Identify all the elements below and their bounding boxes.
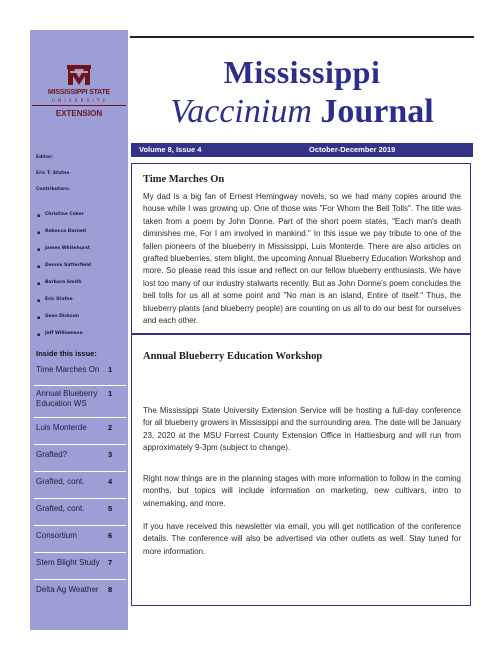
bullet-icon: ▪ — [37, 264, 41, 270]
toc-item[interactable] — [34, 471, 126, 499]
list-item: ▪ Eric Stafne — [37, 297, 73, 304]
logo-name: MISSISSIPPI STATE — [47, 89, 111, 96]
toc-item-page: 5 — [108, 504, 113, 513]
bullet-icon: ▪ — [37, 281, 41, 287]
toc-item-title: Consortium — [36, 531, 77, 540]
bullet-icon: ▪ — [37, 298, 41, 304]
article1-heading: Time Marches On — [143, 174, 225, 185]
list-item: ▪ Christine Coker — [37, 212, 84, 219]
toc-item-title: Grafted, cont. — [36, 477, 85, 486]
editor-label: Editor: — [36, 155, 54, 160]
article2-heading: Annual Blueberry Education Workshop — [143, 351, 323, 362]
article2-paragraph-2: Right now things are in the planning stages with more information to follow in the coming months, but topics will include information on marketing, new cultivars, intro to winemaking, and more. — [143, 474, 461, 508]
toc-item-title: Annual Blueberry Education WS — [36, 389, 98, 408]
title-bold: Journal — [320, 93, 434, 130]
article2-paragraph-1: The Mississippi State University Extension Service will be hosting a full-day conference for all blueberry growers in Mississippi and the surrounding area. The date will be January 23, 2020 at the MSU Forrest County Extension Office in Hattiesburg and will run from approximately 9-3pm (subject to change). — [143, 406, 461, 453]
toc-item-page: 8 — [108, 585, 113, 594]
list-item: ▪ James Whitehurst — [37, 246, 91, 253]
toc-item-page: 7 — [108, 558, 113, 567]
article2-paragraph-3: If you have received this newsletter via email, you will get notification of the conference details. The conference will also be advertised via other outlets as well. Stay tuned for more information. — [143, 522, 461, 556]
toc-item-title: Time Marches On — [36, 365, 100, 374]
issue-volume: Volume 8, Issue 4 — [139, 145, 202, 154]
toc-item[interactable] — [34, 361, 126, 386]
toc-item-page: 1 — [108, 389, 113, 398]
bullet-icon: ▪ — [37, 230, 41, 236]
toc-item-page: 6 — [108, 531, 113, 540]
toc-item[interactable] — [34, 498, 126, 526]
toc-item[interactable] — [34, 552, 126, 580]
toc-item[interactable] — [34, 444, 126, 472]
journal-title-line2 — [130, 93, 474, 131]
toc-item[interactable] — [34, 417, 126, 445]
toc-item-title: Delta Ag Weather — [36, 585, 99, 594]
toc-item[interactable] — [34, 385, 126, 418]
bullet-icon: ▪ — [37, 315, 41, 321]
logo-extension: EXTENSION — [55, 109, 103, 118]
toc-item[interactable] — [34, 525, 126, 553]
article-divider — [132, 333, 470, 335]
toc-item-title: Luis Monterde — [36, 423, 87, 432]
toc-item-page: 3 — [108, 450, 113, 459]
header-rule — [130, 36, 474, 38]
article1-body: My dad is a big fan of Ernest Hemingway novels, so we had many copies around the house while I was growing up. One of those was "For Whom the Bell Tolls". The title was taken from a poem by John Donne. Part of the short poem states, "Each man's death diminishes me, For I am involved in mankind." In this issue we pay tribute to one of the fallen pioneers of the blueberry in Mississippi, Luis Monterde. There are also articles on grafted blueberries, stem blight, the upcoming Annual Blueberry Education Workshop and more. So please read this issue and reflect on our fellow blueberry enthusiasts. We have lost too many of our industry stalwarts recently. But as John Donne's poem concludes the bell tolls for us all at some point and "No man is an island, Entire of itself." Thus, the blueberry plants (and blueberry people) are counting on us all to do our best for ourselves and each other. — [143, 192, 461, 326]
title-italic: Vaccinium — [170, 93, 312, 130]
list-item: ▪ Barbara Smith — [37, 280, 82, 287]
inside-issue-title: Inside this issue: — [36, 349, 97, 358]
list-item: ▪ Sean Dickson — [37, 314, 80, 321]
toc-item-title: Grafted? — [36, 450, 68, 459]
toc-item[interactable] — [34, 579, 126, 606]
logo-university: U N I V E R S I T Y — [51, 98, 107, 103]
list-item: ▪ Dennis Satterfield — [37, 263, 91, 270]
journal-title-line1: Mississippi — [223, 54, 381, 90]
toc-item-page: 4 — [108, 477, 113, 486]
bullet-icon: ▪ — [37, 213, 41, 219]
list-item: ▪ Jeff Williamson — [37, 331, 83, 338]
bullet-icon: ▪ — [37, 247, 41, 253]
issue-date: October-December 2019 — [309, 145, 396, 154]
list-item: ▪ Rebecca Darnell — [37, 229, 87, 236]
editor-name: Eric T. Stafne — [36, 171, 70, 176]
logo-rule — [32, 105, 126, 106]
toc-item-title: Grafted, cont. — [36, 504, 85, 513]
contributors-label: Contributors: — [36, 187, 70, 192]
contributors-list — [36, 212, 124, 348]
sidebar — [30, 30, 128, 630]
msu-extension-logo — [30, 65, 128, 147]
toc-item-page: 1 — [108, 365, 113, 374]
bullet-icon: ▪ — [37, 332, 41, 338]
toc-item-title: Stem Blight Study — [36, 558, 100, 567]
toc-item-page: 2 — [108, 423, 113, 432]
issue-banner — [131, 143, 473, 157]
msu-m-logo-icon — [65, 65, 93, 87]
